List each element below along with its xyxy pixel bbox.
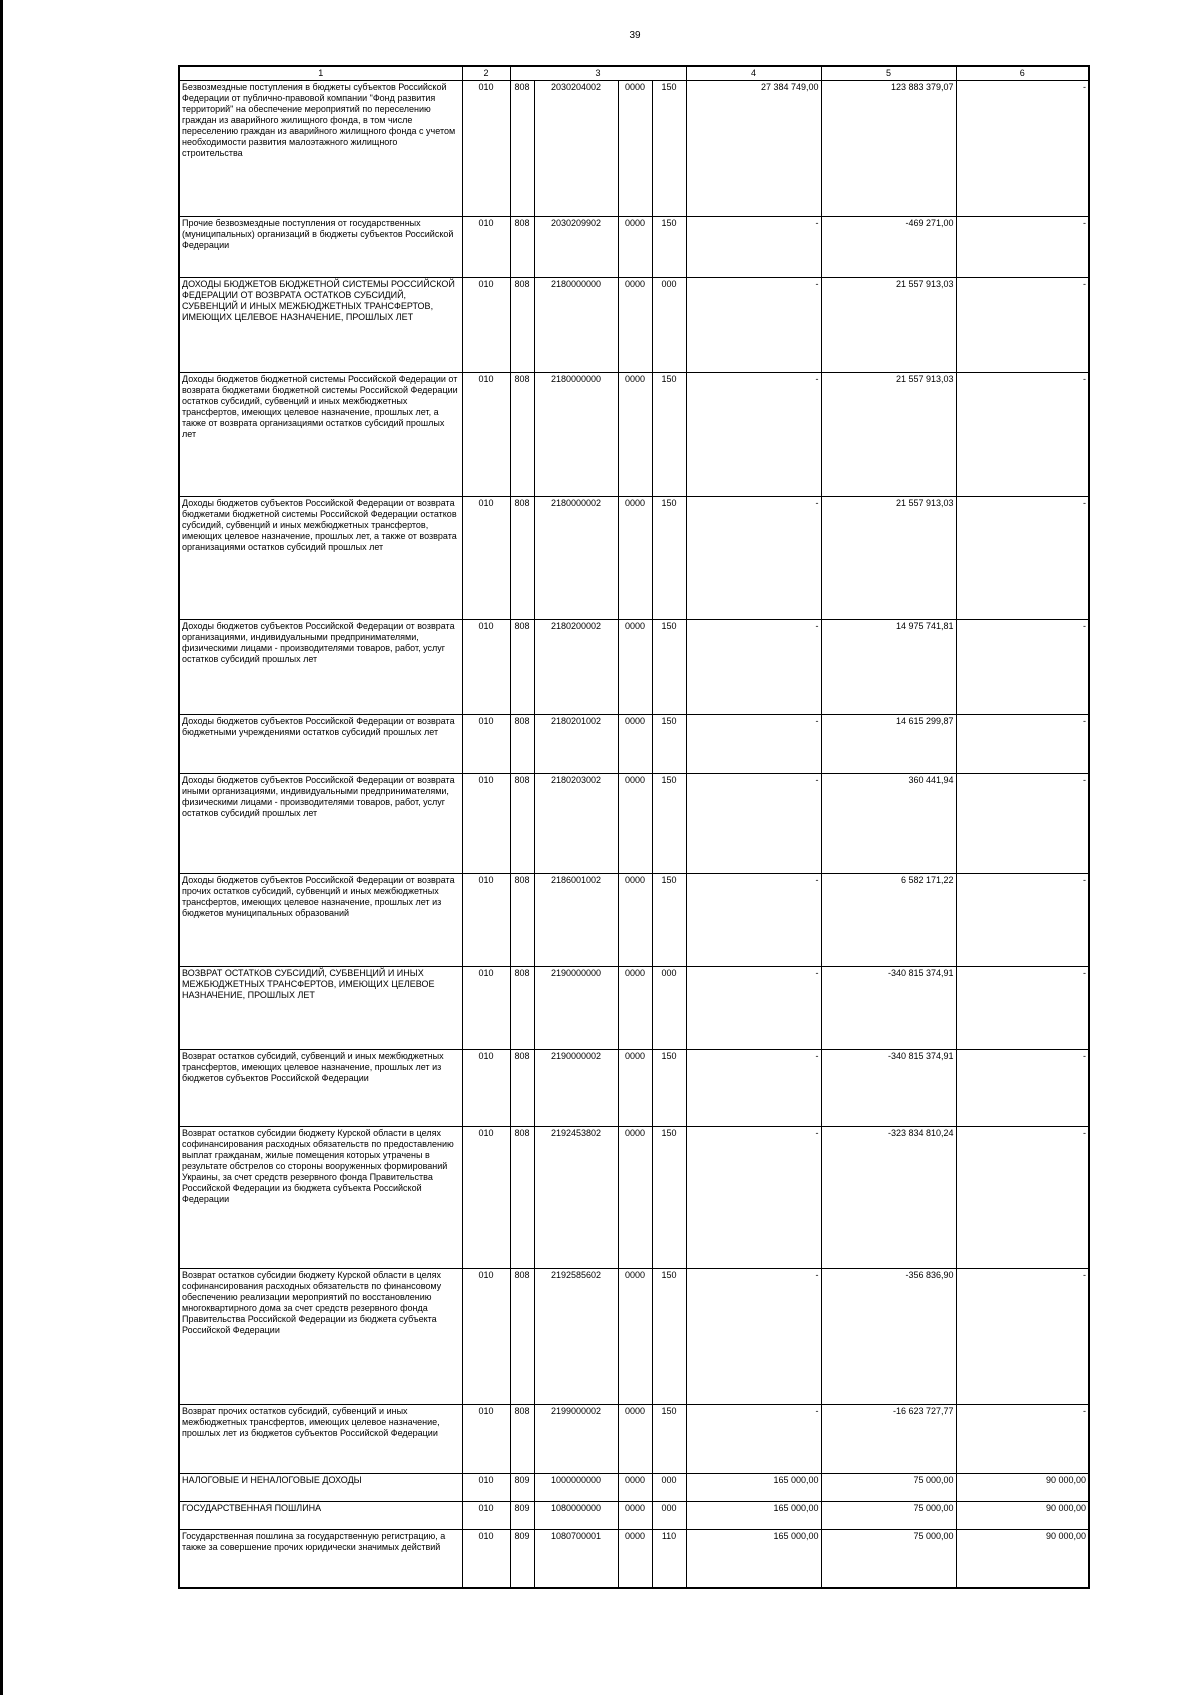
unexecuted-amount: - [956, 874, 1089, 967]
row-name: Возврат прочих остатков субсидий, субвенций и иных межбюджетных трансфертов, имеющих целевое назначение, прошлых лет из бюджетов субъектов Российской Федерации [179, 1405, 462, 1474]
row-name: Доходы бюджетов субъектов Российской Федерации от возврата бюджетами бюджетной системы Российской Федерации остатков субсидий, субвенций и иных межбюджетных трансфертов, имеющих целевое назначение, прошлых лет, а также от возврата организациями остатков субсидий прошлых лет [179, 497, 462, 620]
class-code: 150 [652, 1269, 686, 1405]
approved-amount: 165 000,00 [686, 1530, 821, 1588]
admin-code: 808 [510, 874, 534, 967]
row-name: Государственная пошлина за государственную регистрацию, а также за совершение прочих юридически значимых действий [179, 1530, 462, 1588]
table-row [179, 715, 1089, 774]
revenue-table [178, 65, 1090, 1589]
unexecuted-amount: - [956, 1127, 1089, 1269]
program-code: 0000 [618, 1127, 652, 1269]
admin-code: 808 [510, 715, 534, 774]
col-header-5: 5 [821, 66, 956, 81]
approved-amount: - [686, 373, 821, 497]
class-code: 150 [652, 1127, 686, 1269]
line-code: 010 [462, 217, 510, 278]
unexecuted-amount: 90 000,00 [956, 1474, 1089, 1502]
table-row [179, 1502, 1089, 1530]
approved-amount: - [686, 497, 821, 620]
executed-amount: -323 834 810,24 [821, 1127, 956, 1269]
program-code: 0000 [618, 497, 652, 620]
revenue-code: 2180000000 [534, 278, 618, 373]
executed-amount: 75 000,00 [821, 1502, 956, 1530]
executed-amount: -356 836,90 [821, 1269, 956, 1405]
unexecuted-amount: - [956, 373, 1089, 497]
program-code: 0000 [618, 967, 652, 1050]
approved-amount: - [686, 874, 821, 967]
revenue-code: 2192585602 [534, 1269, 618, 1405]
line-code: 010 [462, 967, 510, 1050]
program-code: 0000 [618, 874, 652, 967]
table-row [179, 874, 1089, 967]
class-code: 150 [652, 1050, 686, 1127]
line-code: 010 [462, 497, 510, 620]
program-code: 0000 [618, 373, 652, 497]
program-code: 0000 [618, 1269, 652, 1405]
approved-amount: - [686, 967, 821, 1050]
program-code: 0000 [618, 217, 652, 278]
class-code: 150 [652, 715, 686, 774]
approved-amount: 27 384 749,00 [686, 81, 821, 217]
unexecuted-amount: - [956, 774, 1089, 874]
table-body [179, 81, 1089, 1588]
admin-code: 808 [510, 217, 534, 278]
report-sheet [178, 65, 1088, 1589]
table-row [179, 1530, 1089, 1588]
table-row [179, 1405, 1089, 1474]
page-number: 39 [629, 30, 641, 41]
line-code: 010 [462, 1050, 510, 1127]
admin-code: 808 [510, 620, 534, 715]
approved-amount: - [686, 1127, 821, 1269]
row-name: Безвозмездные поступления в бюджеты субъектов Российской Федерации от публично-правовой компании "Фонд развития территорий" на обеспечение мероприятий по переселению граждан из аварийного жилищного фонда, в том числе переселению граждан из аварийного жилищного фонда с учетом необходимости развития малоэтажного жилищного строительства [179, 81, 462, 217]
approved-amount: 165 000,00 [686, 1474, 821, 1502]
revenue-code: 2180000000 [534, 373, 618, 497]
class-code: 110 [652, 1530, 686, 1588]
unexecuted-amount: - [956, 715, 1089, 774]
executed-amount: 6 582 171,22 [821, 874, 956, 967]
row-name: Доходы бюджетов субъектов Российской Федерации от возврата прочих остатков субсидий, субвенций и иных межбюджетных трансфертов, имеющих целевое назначение, прошлых лет из бюджетов муниципальных образований [179, 874, 462, 967]
line-code: 010 [462, 774, 510, 874]
program-code: 0000 [618, 1050, 652, 1127]
admin-code: 808 [510, 774, 534, 874]
unexecuted-amount: - [956, 967, 1089, 1050]
row-name: Возврат остатков субсидий, субвенций и иных межбюджетных трансфертов, имеющих целевое назначение, прошлых лет из бюджетов субъектов Российской Федерации [179, 1050, 462, 1127]
unexecuted-amount: - [956, 278, 1089, 373]
class-code: 150 [652, 1405, 686, 1474]
program-code: 0000 [618, 620, 652, 715]
program-code: 0000 [618, 1530, 652, 1588]
admin-code: 808 [510, 1127, 534, 1269]
table-row [179, 620, 1089, 715]
col-header-2: 2 [462, 66, 510, 81]
program-code: 0000 [618, 81, 652, 217]
line-code: 010 [462, 715, 510, 774]
col-header-4: 4 [686, 66, 821, 81]
unexecuted-amount: - [956, 1269, 1089, 1405]
admin-code: 808 [510, 1405, 534, 1474]
col-header-1: 1 [179, 66, 462, 81]
col-header-3: 3 [510, 66, 686, 81]
col-header-6: 6 [956, 66, 1089, 81]
table-row [179, 967, 1089, 1050]
line-code: 010 [462, 1405, 510, 1474]
scan-left-edge [0, 0, 3, 1695]
row-name: ВОЗВРАТ ОСТАТКОВ СУБСИДИЙ, СУБВЕНЦИЙ И ИНЫХ МЕЖБЮДЖЕТНЫХ ТРАНСФЕРТОВ, ИМЕЮЩИХ ЦЕЛЕВОЕ НАЗНАЧЕНИЕ, ПРОШЛЫХ ЛЕТ [179, 967, 462, 1050]
revenue-code: 2180200002 [534, 620, 618, 715]
table-row [179, 1474, 1089, 1502]
revenue-code: 1080000000 [534, 1502, 618, 1530]
approved-amount: 165 000,00 [686, 1502, 821, 1530]
executed-amount: -340 815 374,91 [821, 967, 956, 1050]
line-code: 010 [462, 620, 510, 715]
unexecuted-amount: - [956, 1050, 1089, 1127]
revenue-code: 2190000000 [534, 967, 618, 1050]
executed-amount: 360 441,94 [821, 774, 956, 874]
approved-amount: - [686, 715, 821, 774]
program-code: 0000 [618, 278, 652, 373]
revenue-code: 1080700001 [534, 1530, 618, 1588]
admin-code: 808 [510, 278, 534, 373]
class-code: 150 [652, 373, 686, 497]
row-name: Доходы бюджетов субъектов Российской Федерации от возврата бюджетными учреждениями остатков субсидий прошлых лет [179, 715, 462, 774]
executed-amount: -340 815 374,91 [821, 1050, 956, 1127]
revenue-code: 2180201002 [534, 715, 618, 774]
class-code: 000 [652, 967, 686, 1050]
table-row [179, 774, 1089, 874]
class-code: 150 [652, 217, 686, 278]
line-code: 010 [462, 278, 510, 373]
program-code: 0000 [618, 1405, 652, 1474]
table-row [179, 1269, 1089, 1405]
table-row [179, 217, 1089, 278]
revenue-code: 2030204002 [534, 81, 618, 217]
row-name: Возврат остатков субсидии бюджету Курской области в целях софинансирования расходных обязательств по предоставлению выплат гражданам, жилые помещения которых утрачены в результате обстрелов со стороны вооруженных формирований Украины, за счет средств резервного фонда Правительства Российской Федерации из бюджета субъекта Российской Федерации [179, 1127, 462, 1269]
executed-amount: -469 271,00 [821, 217, 956, 278]
line-code: 010 [462, 1269, 510, 1405]
revenue-code: 1000000000 [534, 1474, 618, 1502]
executed-amount: 75 000,00 [821, 1530, 956, 1588]
line-code: 010 [462, 373, 510, 497]
approved-amount: - [686, 278, 821, 373]
line-code: 010 [462, 81, 510, 217]
program-code: 0000 [618, 774, 652, 874]
table-row [179, 497, 1089, 620]
unexecuted-amount: - [956, 620, 1089, 715]
admin-code: 808 [510, 1269, 534, 1405]
unexecuted-amount: - [956, 1405, 1089, 1474]
program-code: 0000 [618, 715, 652, 774]
revenue-code: 2192453802 [534, 1127, 618, 1269]
executed-amount: 123 883 379,07 [821, 81, 956, 217]
row-name: ГОСУДАРСТВЕННАЯ ПОШЛИНА [179, 1502, 462, 1530]
executed-amount: 21 557 913,03 [821, 278, 956, 373]
table-row [179, 1050, 1089, 1127]
program-code: 0000 [618, 1502, 652, 1530]
executed-amount: 75 000,00 [821, 1474, 956, 1502]
class-code: 150 [652, 774, 686, 874]
line-code: 010 [462, 1502, 510, 1530]
revenue-code: 2186001002 [534, 874, 618, 967]
column-number-row [179, 66, 1089, 81]
row-name: НАЛОГОВЫЕ И НЕНАЛОГОВЫЕ ДОХОДЫ [179, 1474, 462, 1502]
approved-amount: - [686, 1050, 821, 1127]
revenue-code: 2190000002 [534, 1050, 618, 1127]
executed-amount: -16 623 727,77 [821, 1405, 956, 1474]
table-row [179, 278, 1089, 373]
line-code: 010 [462, 1127, 510, 1269]
unexecuted-amount: 90 000,00 [956, 1530, 1089, 1588]
executed-amount: 21 557 913,03 [821, 497, 956, 620]
executed-amount: 14 975 741,81 [821, 620, 956, 715]
row-name: ДОХОДЫ БЮДЖЕТОВ БЮДЖЕТНОЙ СИСТЕМЫ РОССИЙСКОЙ ФЕДЕРАЦИИ ОТ ВОЗВРАТА ОСТАТКОВ СУБСИДИЙ, СУБВЕНЦИЙ И ИНЫХ МЕЖБЮДЖЕТНЫХ ТРАНСФЕРТОВ, ИМЕЮЩИХ ЦЕЛЕВОЕ НАЗНАЧЕНИЕ, ПРОШЛЫХ ЛЕТ [179, 278, 462, 373]
unexecuted-amount: - [956, 217, 1089, 278]
approved-amount: - [686, 217, 821, 278]
row-name: Доходы бюджетов субъектов Российской Федерации от возврата иными организациями, индивидуальными предпринимателями, физическими лицами - производителями товаров, работ, услуг остатков субсидий прошлых лет [179, 774, 462, 874]
approved-amount: - [686, 774, 821, 874]
class-code: 000 [652, 1502, 686, 1530]
revenue-code: 2180203002 [534, 774, 618, 874]
class-code: 150 [652, 81, 686, 217]
line-code: 010 [462, 1474, 510, 1502]
table-row [179, 1127, 1089, 1269]
row-name: Доходы бюджетов бюджетной системы Российской Федерации от возврата бюджетами бюджетной системы Российской Федерации остатков субсидий, субвенций и иных межбюджетных трансфертов, имеющих целевое назначение, прошлых лет, а также от возврата организациями остатков субсидий прошлых лет [179, 373, 462, 497]
admin-code: 809 [510, 1502, 534, 1530]
table-row [179, 81, 1089, 217]
unexecuted-amount: - [956, 81, 1089, 217]
admin-code: 809 [510, 1530, 534, 1588]
revenue-code: 2199000002 [534, 1405, 618, 1474]
admin-code: 808 [510, 373, 534, 497]
line-code: 010 [462, 1530, 510, 1588]
executed-amount: 14 615 299,87 [821, 715, 956, 774]
executed-amount: 21 557 913,03 [821, 373, 956, 497]
row-name: Прочие безвозмездные поступления от государственных (муниципальных) организаций в бюджеты субъектов Российской Федерации [179, 217, 462, 278]
revenue-code: 2180000002 [534, 497, 618, 620]
approved-amount: - [686, 620, 821, 715]
admin-code: 808 [510, 81, 534, 217]
admin-code: 809 [510, 1474, 534, 1502]
admin-code: 808 [510, 967, 534, 1050]
row-name: Доходы бюджетов субъектов Российской Федерации от возврата организациями, индивидуальными предпринимателями, физическими лицами - производителями товаров, работ, услуг остатков субсидий прошлых лет [179, 620, 462, 715]
program-code: 0000 [618, 1474, 652, 1502]
admin-code: 808 [510, 497, 534, 620]
class-code: 000 [652, 1474, 686, 1502]
row-name: Возврат остатков субсидии бюджету Курской области в целях софинансирования расходных обязательств по финансовому обеспечению реализации мероприятий по восстановлению многоквартирного дома за счет средств резервного фонда Правительства Российской Федерации из бюджета субъекта Российской Федерации [179, 1269, 462, 1405]
approved-amount: - [686, 1269, 821, 1405]
class-code: 150 [652, 620, 686, 715]
admin-code: 808 [510, 1050, 534, 1127]
class-code: 150 [652, 874, 686, 967]
approved-amount: - [686, 1405, 821, 1474]
revenue-code: 2030209902 [534, 217, 618, 278]
unexecuted-amount: - [956, 497, 1089, 620]
table-row [179, 373, 1089, 497]
unexecuted-amount: 90 000,00 [956, 1502, 1089, 1530]
class-code: 000 [652, 278, 686, 373]
line-code: 010 [462, 874, 510, 967]
class-code: 150 [652, 497, 686, 620]
